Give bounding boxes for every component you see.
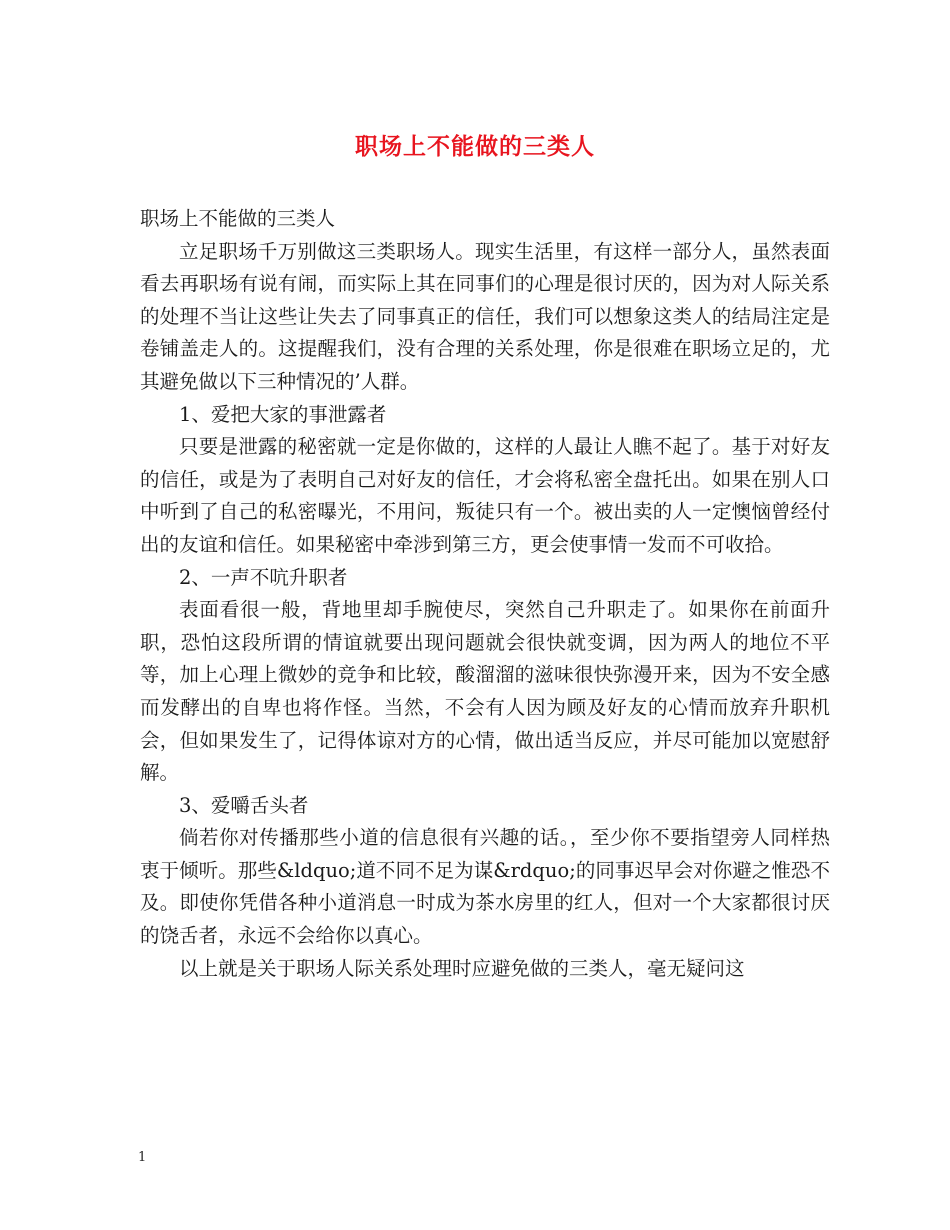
section-heading-1: 1、爱把大家的事泄露者 [179,402,387,426]
document-title: 职场上不能做的三类人 [355,133,595,160]
page-number: 1 [138,1150,147,1165]
paragraph-section-2: 表面看很一般，背地里却手腕使尽，突然自己升职走了。如果你在前面升职，恐怕这段所谓的情谊就要出现问题就会很快就变调，因为两人的地位不平等，加上心理上微妙的竞争和比较，酸溜溜的滋味很快弥漫开来，因为不安全感而发酵出的自卑也将作怪。当然，不会有人因为顾及好友的心情而放弃升职机会，但如果发生了，记得体谅对方的心情，做出适当反应，并尽可能加以宽慰舒解。 [140,598,830,785]
paragraph-conclusion: 以上就是关于职场人际关系处理时应避免做的三类人，毫无疑问这 [179,956,745,980]
document-body [140,203,830,985]
section-heading-3: 3、爱嚼舌头者 [179,793,309,817]
paragraph-intro: 立足职场千万别做这三类职场人。现实生活里，有这样一部分人，虽然表面看去再职场有说有闹，而实际上其在同事们的心理是很讨厌的，因为对人际关系的处理不当让这些让失去了同事真正的信任，我们可以想象这类人的结局注定是卷铺盖走人的。这提醒我们，没有合理的关系处理，你是很难在职场立足的，尤其避免做以下三种情况的’人群。 [140,239,830,393]
paragraph-heading: 职场上不能做的三类人 [140,207,336,230]
section-heading-2: 2、一声不吭升职者 [179,565,348,589]
paragraph-section-1: 只要是泄露的秘密就一定是你做的，这样的人最让人瞧不起了。基于对好友的信任，或是为了表明自己对好友的信任，才会将私密全盘托出。如果在别人口中听到了自己的私密曝光，不用问，叛徒只有一个。被出卖的人一定懊恼曾经付出的友谊和信任。如果秘密中牵涉到第三方，更会使事情一发而不可收拾。 [140,435,830,556]
paragraph-section-3: 倘若你对传播那些小道的信息很有兴趣的话。，至少你不要指望旁人同样热衷于倾听。那些&ldquo;道不同不足为谋&rdquo;的同事迟早会对你避之惟恐不及。即使你凭借各种小道消息一时成为茶水房里的红人，但对一个大家都很讨厌的饶舌者，永远不会给你以真心。 [140,826,830,948]
